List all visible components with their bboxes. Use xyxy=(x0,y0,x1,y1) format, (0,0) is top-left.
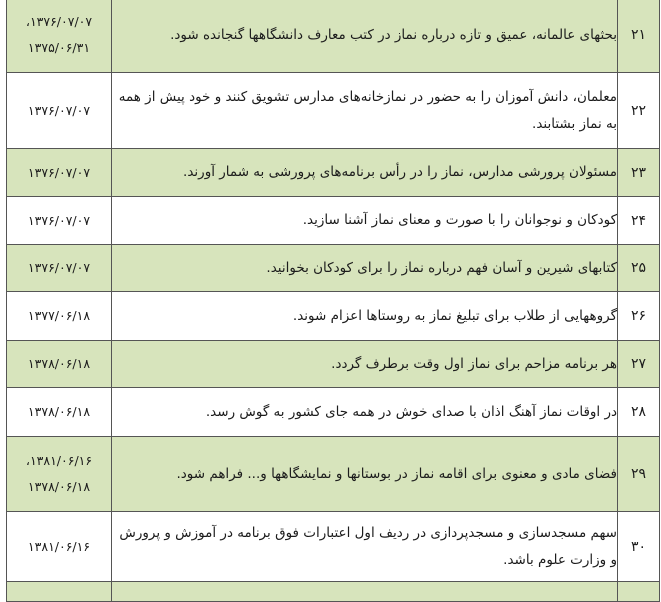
date-line: ۱۳۷۶/۰۷/۰۷، xyxy=(25,14,93,29)
date-cell xyxy=(7,388,112,437)
row-number xyxy=(618,582,660,602)
date-cell xyxy=(7,437,112,512)
date-line: ۱۳۸۱/۰۶/۱۶ xyxy=(27,538,91,554)
text-cell: در اوقات نماز آهنگ اذان با صدای خوش در همه جای کشور به گوش رسد. xyxy=(112,388,618,437)
date-line: ۱۳۷۶/۰۷/۰۷ xyxy=(27,260,91,275)
date-line: ۱۳۷۸/۰۶/۱۸ xyxy=(27,404,91,419)
table-row xyxy=(7,292,660,341)
text-cell: مسئولان پرورشی مدارس، نماز را در رأس برنامه‌های پرورشی به شمار آورند. xyxy=(112,149,618,197)
date-line: ۱۳۷۶/۰۷/۰۷ xyxy=(27,212,91,228)
date-cell xyxy=(7,292,112,341)
date-line: ۱۳۸۱/۰۶/۱۶، xyxy=(25,453,93,468)
text-cell: سهم مسجدسازی و مسجدپردازی در ردیف اول اعتبارات فوق برنامه در آموزش و پرورش و وزارت علوم باشد. xyxy=(112,512,618,582)
date-cell xyxy=(7,73,112,149)
table-row xyxy=(7,341,660,388)
table-row xyxy=(7,245,660,292)
text-cell: گروههایی از طلاب برای تبلیغ نماز به روستاها اعزام شوند. xyxy=(112,292,618,341)
row-number: ۲۱ xyxy=(618,0,660,73)
row-number: ۲۴ xyxy=(618,197,660,245)
resolutions-table xyxy=(6,0,660,602)
text-cell: هر برنامه مزاحم برای نماز اول وقت برطرف گردد. xyxy=(112,341,618,388)
table-row xyxy=(7,149,660,197)
date-line: ۱۳۷۸/۰۶/۱۸ xyxy=(27,479,91,494)
text-cell: معلمان، دانش آموزان را به حضور در نمازخانه‌های مدارس تشویق کنند و خود پیش از همه به نماز بشتابند. xyxy=(112,73,618,149)
text-cell xyxy=(112,582,618,602)
text-cell: کودکان و نوجوانان را با صورت و معنای نماز آشنا سازید. xyxy=(112,197,618,245)
date-line: ۱۳۷۶/۰۷/۰۷ xyxy=(27,102,91,118)
date-line: ۱۳۷۵/۰۶/۳۱ xyxy=(27,40,91,55)
date-cell xyxy=(7,341,112,388)
date-cell xyxy=(7,245,112,292)
row-number: ۳۰ xyxy=(618,512,660,582)
date-cell xyxy=(7,149,112,197)
row-number: ۲۵ xyxy=(618,245,660,292)
table-row xyxy=(7,512,660,582)
text-cell: کتابهای شیرین و آسان فهم درباره نماز را برای کودکان بخوانید. xyxy=(112,245,618,292)
row-number: ۲۳ xyxy=(618,149,660,197)
text-cell: بحثهای عالمانه، عمیق و تازه درباره نماز در کتب معارف دانشگاهها گنجانده شود. xyxy=(112,0,618,73)
text-cell: فضای مادی و معنوی برای اقامه نماز در بوستانها و نمایشگاهها و... فراهم شود. xyxy=(112,437,618,512)
table-row xyxy=(7,388,660,437)
row-number: ۲۸ xyxy=(618,388,660,437)
date-cell xyxy=(7,197,112,245)
date-line: ۱۳۷۶/۰۷/۰۷ xyxy=(27,164,91,180)
date-line: ۱۳۷۷/۰۶/۱۸ xyxy=(27,308,91,323)
row-number: ۲۶ xyxy=(618,292,660,341)
table-row xyxy=(7,73,660,149)
table-row xyxy=(7,0,660,73)
date-cell xyxy=(7,582,112,602)
table-row xyxy=(7,437,660,512)
date-line: ۱۳۷۸/۰۶/۱۸ xyxy=(27,356,91,371)
row-number: ۲۲ xyxy=(618,73,660,149)
table-row xyxy=(7,197,660,245)
table-row xyxy=(7,582,660,602)
row-number: ۲۹ xyxy=(618,437,660,512)
date-cell xyxy=(7,0,112,73)
row-number: ۲۷ xyxy=(618,341,660,388)
date-cell xyxy=(7,512,112,582)
